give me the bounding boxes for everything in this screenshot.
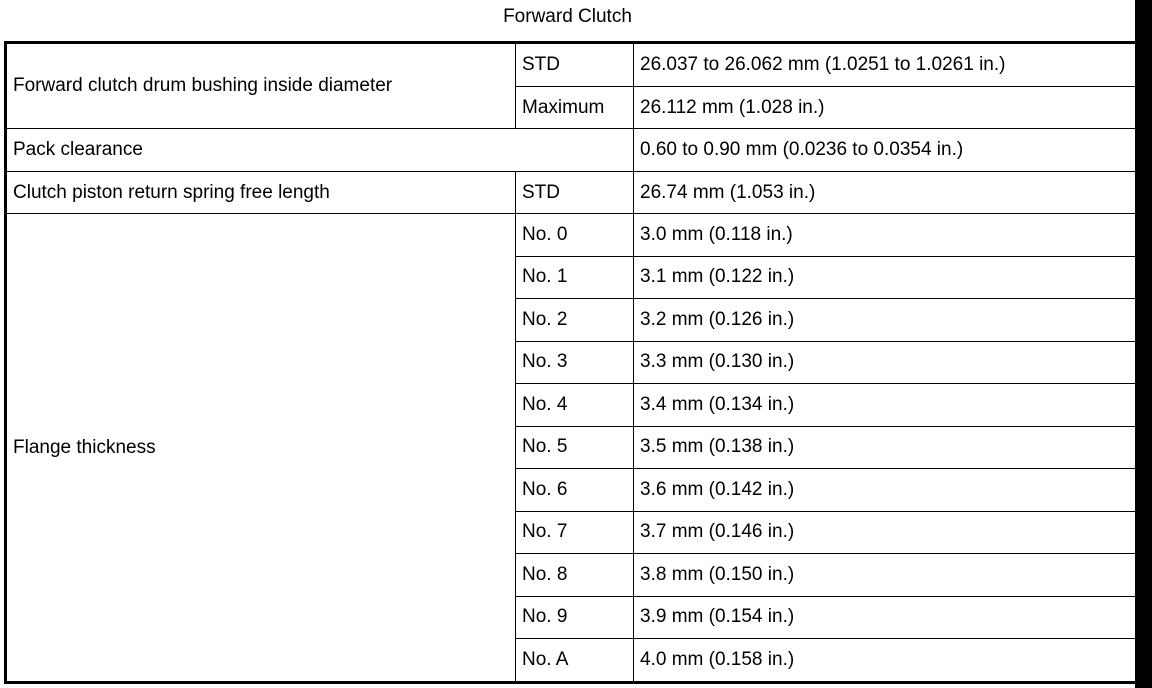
flange-no: No. 1 xyxy=(516,256,634,298)
flange-value: 3.6 mm (0.142 in.) xyxy=(634,469,1137,511)
flange-value: 4.0 mm (0.158 in.) xyxy=(634,639,1137,683)
bushing-max-label: Maximum xyxy=(516,86,634,128)
bushing-max-value: 26.112 mm (1.028 in.) xyxy=(634,86,1137,128)
flange-no: No. A xyxy=(516,639,634,683)
flange-value: 3.0 mm (0.118 in.) xyxy=(634,214,1137,256)
spec-table xyxy=(4,41,1138,684)
flange-item-cell: Flange thickness xyxy=(6,214,516,683)
flange-no: No. 0 xyxy=(516,214,634,256)
bushing-std-value: 26.037 to 26.062 mm (1.0251 to 1.0261 in.) xyxy=(634,43,1137,87)
edge-bar xyxy=(1135,0,1152,688)
spring-item-cell: Clutch piston return spring free length xyxy=(6,171,516,213)
flange-value: 3.5 mm (0.138 in.) xyxy=(634,426,1137,468)
flange-no: No. 5 xyxy=(516,426,634,468)
table-row xyxy=(6,43,1137,87)
spring-value: 26.74 mm (1.053 in.) xyxy=(634,171,1137,213)
flange-no: No. 7 xyxy=(516,511,634,553)
flange-value: 3.1 mm (0.122 in.) xyxy=(634,256,1137,298)
bushing-std-label: STD xyxy=(516,43,634,87)
flange-no: No. 3 xyxy=(516,341,634,383)
flange-value: 3.7 mm (0.146 in.) xyxy=(634,511,1137,553)
table-row xyxy=(6,129,1137,171)
flange-no: No. 6 xyxy=(516,469,634,511)
flange-value: 3.9 mm (0.154 in.) xyxy=(634,596,1137,638)
spring-label: STD xyxy=(516,171,634,213)
flange-no: No. 4 xyxy=(516,384,634,426)
flange-no: No. 8 xyxy=(516,554,634,596)
flange-no: No. 9 xyxy=(516,596,634,638)
flange-no: No. 2 xyxy=(516,299,634,341)
flange-value: 3.3 mm (0.130 in.) xyxy=(634,341,1137,383)
bushing-item-cell: Forward clutch drum bushing inside diameter xyxy=(6,43,516,129)
pack-value: 0.60 to 0.90 mm (0.0236 to 0.0354 in.) xyxy=(634,129,1137,171)
page-title: Forward Clutch xyxy=(503,6,632,27)
table-row xyxy=(6,171,1137,213)
pack-item-cell: Pack clearance xyxy=(6,129,634,171)
flange-value: 3.8 mm (0.150 in.) xyxy=(634,554,1137,596)
flange-value: 3.4 mm (0.134 in.) xyxy=(634,384,1137,426)
flange-value: 3.2 mm (0.126 in.) xyxy=(634,299,1137,341)
table-row xyxy=(6,214,1137,256)
